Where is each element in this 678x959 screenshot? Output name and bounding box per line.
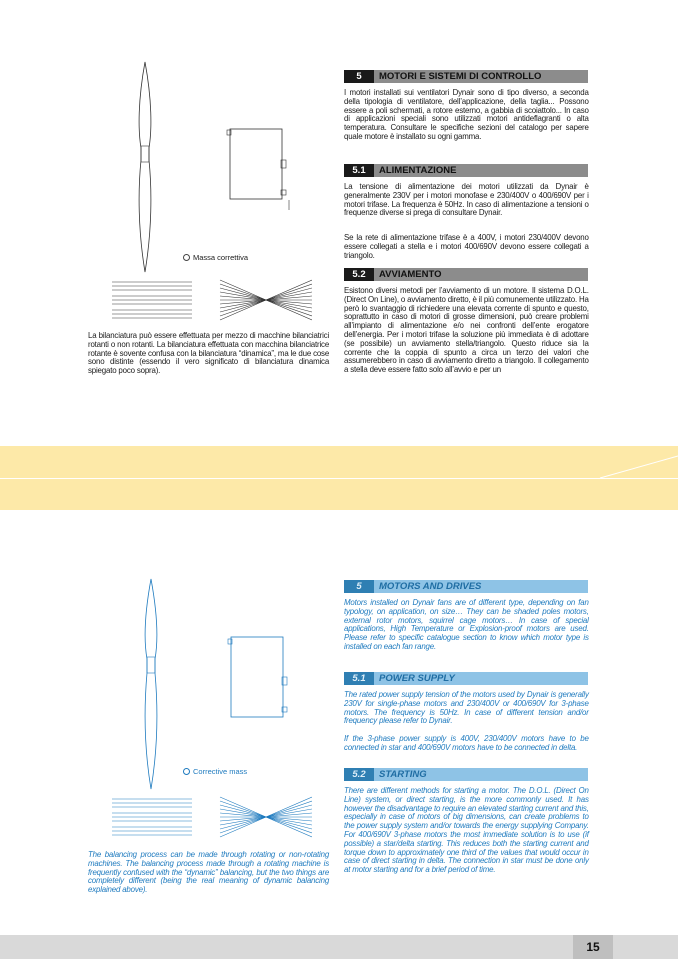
section-number: 5	[344, 70, 374, 83]
section-5-1-header-it	[344, 164, 588, 177]
section-5-2-header-en	[344, 768, 588, 781]
section-5-1-para2-it: Se la rete di alimentazione trifase è a 400V, i motori 230/400V devono essere collegati a stella e i motori 400/690V devono essere collegati a triangolo.	[344, 232, 589, 260]
section-5-1-header-en	[344, 672, 588, 685]
section-number: 5.2	[344, 768, 374, 781]
section-number: 5.2	[344, 268, 374, 281]
balancing-lines-diagram	[112, 276, 312, 326]
section-title: MOTORI E SISTEMI DI CONTROLLO	[374, 70, 588, 83]
balancing-paragraph-en: The balancing process can be made through rotating or non-rotating machines. The balancing process made through a rotating machine is frequently confused with the “dynamic” balancing, but the two things are completely different (being the real meaning of dynamic balancing explained above).	[88, 849, 330, 895]
balancing-lines-en	[112, 793, 312, 843]
band-accent-svg	[560, 446, 678, 510]
section-title: POWER SUPPLY	[374, 672, 588, 685]
section-5-header-it	[344, 70, 588, 83]
circle-marker-icon	[183, 768, 190, 775]
section-title: MOTORS AND DRIVES	[374, 580, 588, 593]
circle-marker-icon	[183, 254, 190, 261]
section-title: AVVIAMENTO	[374, 268, 588, 281]
band-accent-lines	[560, 446, 678, 510]
fan-blade-diagram	[105, 577, 305, 792]
figure-rotor-it	[105, 60, 305, 275]
balancing-lines-diagram	[112, 793, 312, 843]
fan-blade-diagram	[105, 60, 305, 275]
section-number: 5	[344, 580, 374, 593]
caption-massa-correttiva	[183, 253, 248, 262]
section-number: 5.1	[344, 672, 374, 685]
section-title: ALIMENTAZIONE	[374, 164, 588, 177]
caption-corrective-mass	[183, 767, 247, 776]
page-number: 15	[573, 935, 613, 959]
section-5-body-en: Motors installed on Dynair fans are of different type, depending on fan typology, on application, on size… They can be shaded poles motors, external rotor motors, squirrel cage motors… In case of special applications, High Temperature or Explosion-proof motors are used. Please refer to specific catalogue section to know which motor type is installed on each fan range.	[344, 597, 589, 651]
balancing-paragraph-it: La bilanciatura può essere effettuata per mezzo di macchine bilanciatrici rotanti o non rotanti. La bilanciatura effettuata con macchina bilanciatrice rotante è sovente confusa con la bilanciatura “dinamica”, ma le due cose sono distinte (essendo il vero significato di bilanciatura dinamica spiegato poco sopra).	[88, 330, 330, 376]
section-5-1-para2-en: If the 3-phase power supply is 400V, 230/400V motors have to be connected in star and 400/690V motors have to be connected in delta.	[344, 733, 589, 752]
section-5-1-para1-it: La tensione di alimentazione dei motori utilizzati da Dynair è generalmente 230V per i motori monofase e 230/400V o 400/690V per i motori trifase. La frequenza è 50Hz. In caso di alimentazione a tensioni o frequenze diverse si prega di consultare Dynair.	[344, 181, 589, 218]
section-5-body-it: I motori installati sui ventilatori Dynair sono di tipo diverso, a seconda della tipologia di ventilatore, dell’applicazione, della taglia... Possono essere a poli schermati, a rotore esterno, a gabbia di scoiattolo... In caso di applicazioni speciali sono utilizzati motori antideflagranti o alta temperatura. Consultare le specifiche sezioni del catalogo per sapere quale motore è installato su ogni gamma.	[344, 87, 589, 141]
section-5-2-body-it: Esistono diversi metodi per l’avviamento di un motore. Il sistema D.O.L. (Direct On Line), o avviamento diretto, è il più comunemente utilizzato. Ha però lo svantaggio di richiedere una elevata corrente di spunto e questo, soprattutto in caso di motori di grosse dimensioni, può creare problemi all’impianto di alimentazione e/o nei confronti dell’ente erogatore dell’energia. Per i motori trifase la soluzione più immediata è di adottare (se possibile) un avviamento stella/triangolo. Questo riduce sia la corrente che la coppia di spunto a circa un terzo dei valori che assumerebbero in caso di avviamento diretto a triangolo. Il collegamento a stella deve essere fatto solo all’avvio e per un	[344, 285, 589, 375]
section-title: STARTING	[374, 768, 588, 781]
balancing-lines-it	[112, 276, 312, 326]
figure-rotor-en	[105, 577, 305, 792]
section-number: 5.1	[344, 164, 374, 177]
section-5-2-header-it	[344, 268, 588, 281]
caption-text: Corrective mass	[193, 767, 248, 776]
section-5-2-body-en: There are different methods for starting a motor. The D.O.L. (Direct On Line) system, or direct starting, is the more commonly used. It has however the disadvantage to require an elevated starting current and this, especially in case of motors of big dimensions, can create problems to the power supply system and/or towards the energy supplying Company. For 400/690V 3-phase motors the most immediate solution is to use (if possible) a star/delta starting. This reduces both the starting current and torque down to approximately one third of the values that would occur in case of direct starting in delta. The connection in star must be done only at motor starting and for a brief period of time.	[344, 785, 589, 875]
section-5-header-en	[344, 580, 588, 593]
caption-text: Massa correttiva	[193, 253, 249, 262]
section-5-1-para1-en: The rated power supply tension of the motors used by Dynair is generally 230V for single-phase motors and 230/400V or 400/690V for 3-phase motors. The frequency is 50Hz. In case of different tension and/or frequency please refer to Dynair.	[344, 689, 589, 726]
